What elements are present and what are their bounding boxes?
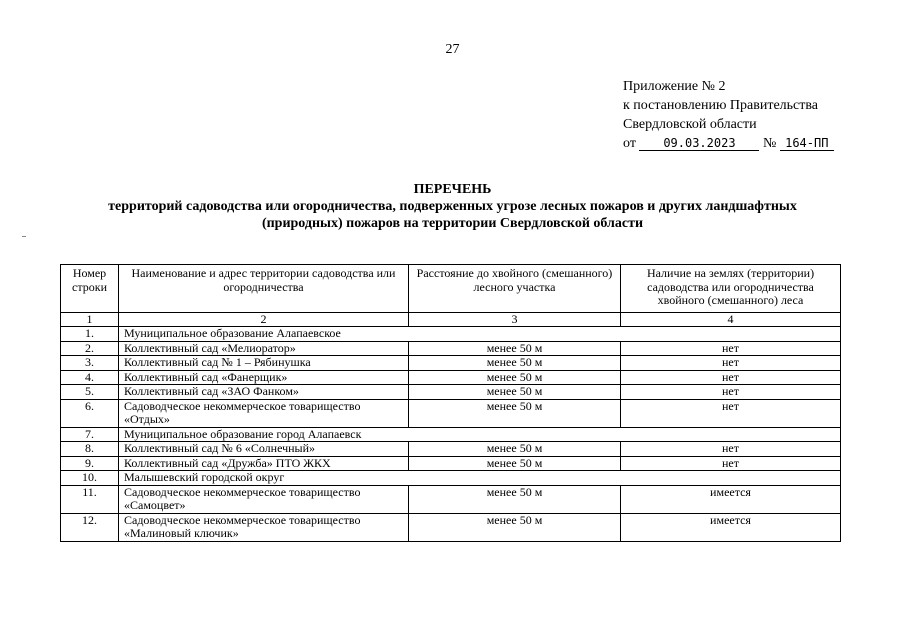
- row-number: 11.: [61, 485, 119, 513]
- table-row: [61, 442, 841, 457]
- appendix-date-line: [623, 134, 834, 153]
- header-row-number: Номер строки: [61, 265, 119, 313]
- row-number: 10.: [61, 471, 119, 486]
- appendix-region: Свердловской области: [623, 117, 757, 132]
- table-row: [61, 327, 841, 342]
- column-number: 3: [409, 312, 621, 327]
- forest-availability: имеется: [621, 485, 841, 513]
- territory-name: Коллективный сад «Дружба» ПТО ЖКХ: [119, 456, 409, 471]
- document-title: [40, 181, 865, 232]
- forest-distance: менее 50 м: [409, 341, 621, 356]
- forest-availability: нет: [621, 356, 841, 371]
- number-prefix: №: [762, 136, 777, 151]
- row-number: 7.: [61, 427, 119, 442]
- row-number: 4.: [61, 370, 119, 385]
- table-header-row: [61, 265, 841, 313]
- row-number: 12.: [61, 513, 119, 541]
- territory-name: Садоводческое некоммерческое товарищество «Малиновый ключик»: [119, 513, 409, 541]
- forest-distance: менее 50 м: [409, 442, 621, 457]
- table-row: [61, 385, 841, 400]
- row-number: 9.: [61, 456, 119, 471]
- forest-distance: менее 50 м: [409, 485, 621, 513]
- table-row: [61, 356, 841, 371]
- column-number: 1: [61, 312, 119, 327]
- territory-name: Коллективный сад «ЗАО Фанком»: [119, 385, 409, 400]
- territory-name: Коллективный сад № 1 – Рябинушка: [119, 356, 409, 371]
- column-number: 2: [119, 312, 409, 327]
- forest-availability: имеется: [621, 513, 841, 541]
- territory-name: Коллективный сад № 6 «Солнечный»: [119, 442, 409, 457]
- table-row: [61, 427, 841, 442]
- forest-availability: нет: [621, 442, 841, 457]
- territory-name: Садоводческое некоммерческое товарищество «Самоцвет»: [119, 485, 409, 513]
- forest-availability: нет: [621, 399, 841, 427]
- forest-availability: нет: [621, 385, 841, 400]
- forest-distance: менее 50 м: [409, 399, 621, 427]
- section-name: Муниципальное образование город Алапаевск: [119, 427, 841, 442]
- row-number: 5.: [61, 385, 119, 400]
- title-subtitle-line2: (природных) пожаров на территории Свердловской области: [261, 216, 644, 231]
- territory-name: Садоводческое некоммерческое товарищество «Отдых»: [119, 399, 409, 427]
- title-subtitle-line1: территорий садоводства или огородничества, подверженных угрозе лесных пожаров и других ландшафтных: [108, 199, 797, 214]
- row-number: 8.: [61, 442, 119, 457]
- table-row: [61, 399, 841, 427]
- row-number: 1.: [61, 327, 119, 342]
- section-name: Малышевский городской округ: [119, 471, 841, 486]
- appendix-block: [623, 77, 834, 153]
- header-name-address: Наименование и адрес территории садоводства или огородничества: [119, 265, 409, 313]
- appendix-title: Приложение № 2: [623, 79, 726, 94]
- section-name: Муниципальное образование Алапаевское: [119, 327, 841, 342]
- header-distance: Расстояние до хвойного (смешанного) лесного участка: [409, 265, 621, 313]
- table-row: [61, 456, 841, 471]
- table-row: [61, 370, 841, 385]
- appendix-resolution: к постановлению Правительства: [623, 98, 819, 113]
- column-numbers-row: [61, 312, 841, 327]
- territories-table: [60, 264, 841, 542]
- table-row: [61, 341, 841, 356]
- column-number: 4: [621, 312, 841, 327]
- title-heading: ПЕРЕЧЕНЬ: [413, 182, 492, 197]
- forest-availability: нет: [621, 341, 841, 356]
- forest-distance: менее 50 м: [409, 356, 621, 371]
- margin-mark: [22, 236, 26, 237]
- header-forest-availability: Наличие на землях (территории) садоводства или огородничества хвойного (смешанного) леса: [621, 265, 841, 313]
- resolution-number: 164-ПП: [780, 136, 834, 151]
- table-row: [61, 485, 841, 513]
- date-prefix: от: [623, 136, 636, 151]
- table-row: [61, 513, 841, 541]
- forest-distance: менее 50 м: [409, 513, 621, 541]
- page-number: 27: [445, 42, 460, 57]
- forest-availability: нет: [621, 370, 841, 385]
- row-number: 6.: [61, 399, 119, 427]
- forest-distance: менее 50 м: [409, 456, 621, 471]
- territory-name: Коллективный сад «Мелиоратор»: [119, 341, 409, 356]
- forest-availability: нет: [621, 456, 841, 471]
- forest-distance: менее 50 м: [409, 370, 621, 385]
- forest-distance: менее 50 м: [409, 385, 621, 400]
- resolution-date: 09.03.2023: [639, 136, 759, 151]
- row-number: 3.: [61, 356, 119, 371]
- territory-name: Коллективный сад «Фанерщик»: [119, 370, 409, 385]
- row-number: 2.: [61, 341, 119, 356]
- table-row: [61, 471, 841, 486]
